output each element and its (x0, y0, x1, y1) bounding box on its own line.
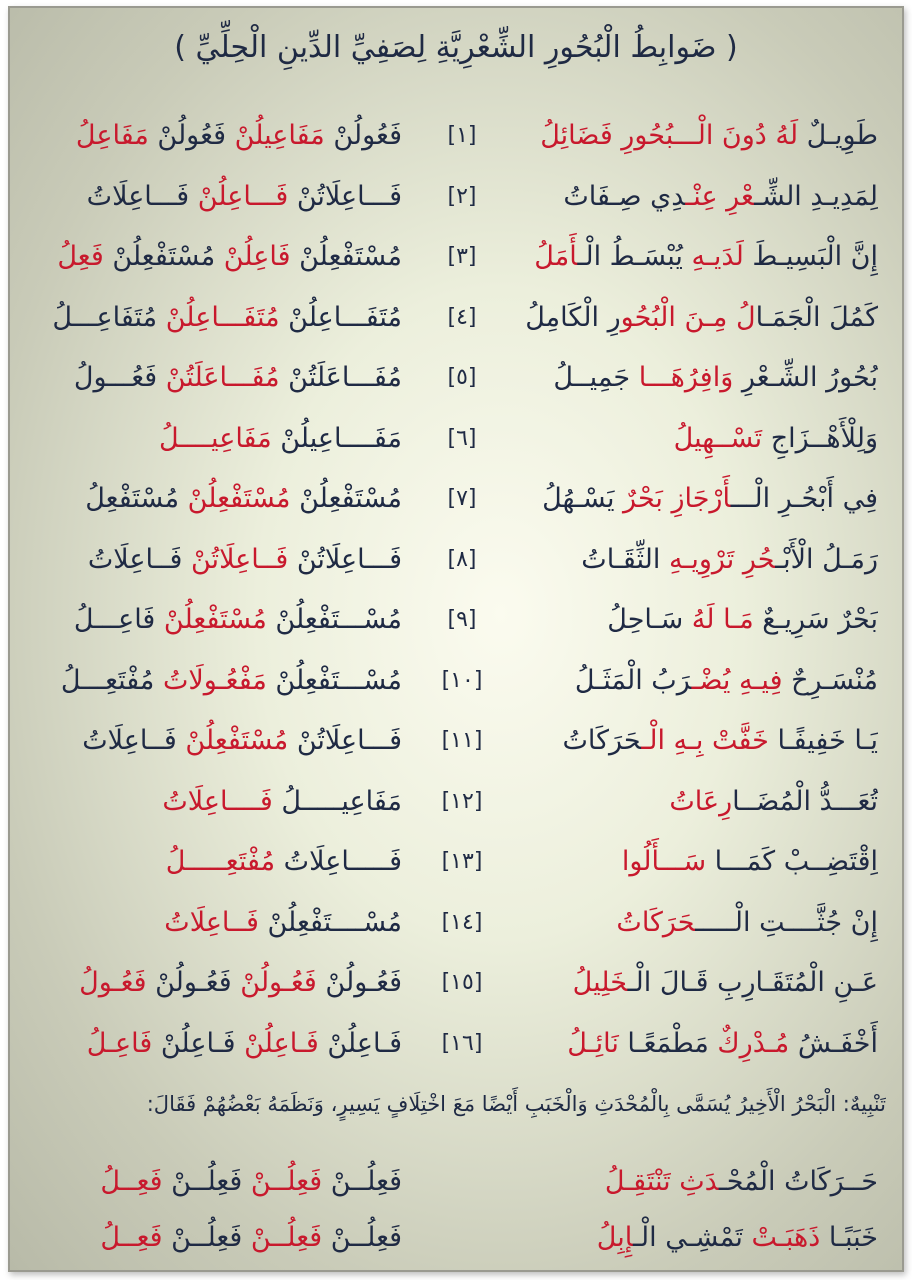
verse-segment: بُحُورُ الشِّـعْرِ (733, 362, 878, 393)
verse-hemistich (518, 231, 878, 283)
meter-pattern (42, 231, 402, 283)
verse-segment: نَائِـلُ (567, 1027, 619, 1059)
verse-hemistich (518, 776, 878, 828)
meter-segment: مَفَاعِلُ (75, 120, 149, 151)
verse-number: [٣] (447, 244, 477, 269)
verse-segment: لَهُ دُونَ الْـــبُحُورِ فَضَائِلُ (540, 120, 799, 151)
meter-segment: فَـــاعِلَاتُنْ (288, 180, 402, 212)
meter-segment: فَــاعِلَاتُ (87, 543, 183, 575)
verse-segment: إِنَّ الْبَسِيـطَ (743, 241, 878, 272)
meter-segment: فَعِلُــنْ (322, 1166, 402, 1197)
verse-hemistich (518, 957, 878, 1009)
verse-number: [٨] (447, 546, 477, 572)
verse-segment: تَسْــهِيلُ (673, 422, 763, 454)
meter-segment: فَـــاعِلَاتُنْ (288, 725, 402, 756)
verse-segment: جَمِيــلُ (553, 362, 631, 393)
verse-row (10, 1156, 902, 1208)
meter-segment: فَاعِـلُ (86, 1027, 153, 1059)
verse-hemistich (518, 473, 878, 525)
note-text: تَنْبِيهٌ: الْبَحْرُ الْأَخِيرُ يُسَمَّى بِالْمُحْدَثِ وَالْخَبَبِ أَيْضًا مَعَ اخْتِلَافٍ يَسِيرٍ، وَنَظَمَهُ بَعْضُهُمْ فَقَالَ: (146, 1092, 886, 1116)
meter-segment: فَعِــلُ (100, 1166, 163, 1197)
meter-segment: فَاعِـــلُ (73, 604, 156, 635)
verse-row (10, 110, 902, 162)
verse-segment: حَرَكَاتُ (616, 906, 696, 938)
verse-number: [٩] (447, 607, 477, 632)
verse-number: [٧] (447, 486, 477, 511)
verse-segment: لَدَيـهِ (682, 241, 744, 272)
verse-row (10, 776, 902, 828)
verse-segment: الثِّقَـاتُ (581, 543, 661, 575)
verse-row (10, 534, 902, 586)
meter-segment: مُفَـــاعَلَتُنْ (279, 362, 402, 393)
meter-segment: مُسْتَفْعِلُ (85, 483, 180, 514)
verse-row (10, 1212, 902, 1264)
meter-segment: مُسْتَفْعِلُنْ (179, 483, 291, 514)
verse-hemistich (518, 594, 878, 646)
meter-pattern (42, 473, 402, 525)
meter-pattern (42, 352, 402, 404)
meter-segment: فَعُـولُنْ (146, 967, 232, 998)
meter-segment: فَعِلُــنْ (162, 1222, 243, 1253)
meter-segment: مُسْتَفْعِلُنْ (176, 725, 289, 756)
verse-segment: رِ الْكَامِلُ (525, 301, 621, 333)
meter-segment: فَعِلُــنْ (162, 1166, 243, 1197)
verse-segment: مُـدْرِكٌ (708, 1027, 790, 1059)
meter-segment: فَـــاعِلَاتُ (86, 180, 190, 212)
verse-row (10, 231, 902, 283)
meter-segment: مُسْتَفْعِلُنْ (155, 604, 267, 635)
meter-segment: فَعُـولُنْ (231, 967, 317, 998)
verse-number: [١٢] (441, 788, 483, 814)
meter-pattern (42, 1212, 402, 1264)
page-title: ( ضَوابِطُ الْبُحُورِ الشِّعْرِيَّةِ لِصَفِيِّ الدِّينِ الْحِلِّيِّ ) (174, 30, 738, 65)
verse-number: [٥] (447, 365, 477, 390)
verse-segment: كَمُلَ الْجَمَـا (755, 301, 878, 333)
verse-segment: لِمَدِيـدِ الشِّـ (754, 180, 878, 212)
meter-segment: فَعِلُ (57, 241, 104, 272)
verse-segment: رِعَاتُ (669, 785, 733, 817)
meter-segment: مُفْتَعِـــــلُ (165, 846, 276, 877)
verse-row (10, 897, 902, 949)
verse-row (10, 1018, 902, 1070)
verse-segment: أَخْفَـشُ (789, 1027, 878, 1059)
verse-segment: فِي أَبْحُـرِ الْـــ (730, 483, 878, 514)
verse-segment: بَحْرٌ سَرِيـعٌ (753, 604, 878, 635)
verse-segment: ذَهَبَـتْ (742, 1222, 821, 1253)
meter-segment: فَعُـولُ (79, 967, 147, 998)
verse-number: [١٣] (441, 849, 483, 874)
meter-pattern (42, 534, 402, 586)
meter-segment: مُسْـــتَفْعِلُنْ (266, 604, 402, 635)
verse-segment: دَثِ تَنْتَقِـلُ (604, 1166, 719, 1197)
meter-segment: فَعِــلُ (100, 1222, 163, 1253)
meter-segment: فَـاعِلُنْ (318, 1027, 402, 1059)
meter-segment: فَـــاعِلُنْ (189, 180, 289, 212)
verse-segment: طَوِيـلٌ (798, 120, 878, 151)
verse-segment: تُعَـــدُّ الْمُضَــا (732, 785, 878, 817)
meter-segment: مَفَــــاعِيلُنْ (271, 422, 402, 454)
verse-segment: وَلِلْأَهْــزَاجِ (762, 422, 878, 454)
meter-segment: فَعِلُــنْ (322, 1222, 402, 1253)
meter-segment: فَعِلُــنْ (242, 1222, 323, 1253)
verse-segment: إِبِلُ (596, 1222, 633, 1253)
meter-segment: مُسْتَفْعِلُنْ (290, 483, 402, 514)
verse-hemistich (518, 292, 878, 344)
meter-segment: فَــــاعِلَاتُ (162, 785, 273, 817)
verse-segment: أَمَلُ (534, 241, 578, 272)
verse-row (10, 352, 902, 404)
meter-segment: فَــاعِلَاتُنْ (182, 543, 289, 575)
verse-hemistich (518, 1018, 878, 1070)
verse-hemistich (518, 171, 878, 223)
verse-hemistich (518, 836, 878, 888)
meter-segment: مُتَفَـــاعِلُنْ (157, 301, 280, 333)
verse-segment: مَـا لَهُ (683, 604, 754, 635)
verse-segment: رَبُ الْمَثَـلُ (574, 664, 692, 696)
verse-row (10, 292, 902, 344)
meter-pattern (42, 897, 402, 949)
verse-segment: خَلِيلُ (572, 967, 628, 998)
verse-segment: خَبَبًـا (820, 1222, 878, 1253)
verse-hemistich (518, 110, 878, 162)
meter-pattern (42, 110, 402, 162)
meter-segment: مَفَاعِيـــــلُ (272, 785, 402, 817)
verse-number: [١٠] (441, 667, 483, 693)
meter-pattern (42, 1018, 402, 1070)
verse-segment: لُ مِـنَ الْبُحُو (620, 301, 756, 333)
meter-pattern (42, 413, 402, 465)
meter-pattern (42, 715, 402, 767)
verse-segment: يَسْـهُلُ (542, 483, 615, 514)
meter-segment: فَعُولُنْ (148, 120, 227, 151)
verse-hemistich (518, 715, 878, 767)
verse-number: [١٥] (441, 970, 483, 995)
verse-segment: خَفَّتْ بِـهِ الْـ (641, 725, 769, 756)
verse-number: [٦] (447, 425, 477, 451)
meter-pattern (42, 1156, 402, 1208)
verse-number: [١٦] (441, 1030, 483, 1056)
meter-segment: مُتَفَاعِـــلُ (52, 301, 158, 333)
meter-segment: فَـاعِلُنْ (152, 1027, 236, 1059)
verse-row (10, 473, 902, 525)
meter-segment: فَعُـولُنْ (316, 967, 402, 998)
meter-segment: مُفْتَعِـــلُ (60, 664, 155, 696)
verse-number: [١٤] (441, 909, 483, 935)
poem-page (8, 6, 904, 1272)
verse-row (10, 836, 902, 888)
meter-segment: مُسْتَفْعِلُنْ (103, 241, 216, 272)
verse-number: [٢] (447, 183, 477, 209)
meter-segment: فَعُـــولُ (73, 362, 158, 393)
meter-segment: فَــاعِلَاتُ (82, 725, 177, 756)
verse-segment: أَرْجَازِ بَحْرٌ (614, 483, 731, 514)
meter-segment: فَعِلُــنْ (242, 1166, 323, 1197)
verse-segment: حَرَكَاتُ (562, 725, 642, 756)
meter-segment: مُسْــــتَفْعِلُنْ (258, 906, 402, 938)
verse-segment: رَمَـلُ الْأَبْـ (775, 543, 878, 575)
meter-segment: مَفَاعِيلُنْ (226, 120, 325, 151)
verse-hemistich (518, 413, 878, 465)
verse-hemistich (518, 1156, 878, 1208)
verse-row (10, 171, 902, 223)
verse-segment: كَمَـــا (706, 846, 776, 877)
meter-segment: فَـــاعِلَاتُنْ (288, 543, 402, 575)
verse-segment: قَـالَ الْـ (627, 967, 709, 998)
verse-segment: تَمْشِـي الْـ (633, 1222, 743, 1253)
meter-pattern (42, 655, 402, 707)
verse-segment: حَــرَكَاتُ الْمُحْـ (718, 1166, 878, 1197)
meter-segment: مُسْتَفْعِلُنْ (290, 241, 402, 272)
meter-segment: مَفَاعِيــــلُ (158, 422, 272, 454)
meter-segment: فَاعِلُنْ (215, 241, 291, 272)
verse-segment: يُبْسَـطُ الْـ (577, 241, 683, 272)
verse-hemistich (518, 655, 878, 707)
verse-segment: وَافِرُهَـــا (630, 362, 734, 393)
verse-hemistich (518, 352, 878, 404)
meter-segment: مَفْعُـولَاتُ (154, 664, 267, 696)
verse-number: [٤] (447, 304, 477, 330)
verse-row (10, 594, 902, 646)
verse-row (10, 957, 902, 1009)
verse-row (10, 715, 902, 767)
meter-pattern (42, 776, 402, 828)
meter-segment: فَعُولُنْ (324, 120, 402, 151)
verse-segment: دِي صِـفَاتُ (563, 180, 686, 212)
verse-number: [١] (447, 123, 477, 148)
verse-segment: سَـــأَلُوا (621, 846, 707, 877)
verse-segment: عْرِ عِنْـ (685, 180, 755, 212)
verse-segment: اِقْتَضِــبْ (775, 846, 878, 877)
verse-segment: مُنْسَـرِحٌ (782, 664, 878, 696)
meter-segment: فَـــــاعِلَاتُ (275, 846, 402, 877)
verse-segment: فِيـهِ يُضْـ (691, 664, 783, 696)
verse-hemistich (518, 897, 878, 949)
meter-segment: مُسْـــتَفْعِلُنْ (266, 664, 402, 696)
verse-segment: سَـاحِلُ (607, 604, 684, 635)
verse-segment: حُرِ تَرْوِيـهِ (660, 543, 776, 575)
meter-pattern (42, 292, 402, 344)
verse-row (10, 413, 902, 465)
verse-segment: إِنْ جُثَّــــتِ الْـــــ (695, 906, 878, 938)
meter-pattern (42, 836, 402, 888)
meter-pattern (42, 594, 402, 646)
verse-row (10, 655, 902, 707)
meter-segment: مُفَـــاعَلَتُنْ (157, 362, 280, 393)
meter-segment: فَـاعِلُنْ (235, 1027, 319, 1059)
verse-hemistich (518, 1212, 878, 1264)
verse-hemistich (518, 534, 878, 586)
verse-segment: مَطْمَعًـا (618, 1027, 709, 1059)
meter-pattern (42, 171, 402, 223)
verse-number: [١١] (441, 728, 483, 753)
meter-segment: مُتَفَـــاعِلُنْ (279, 301, 402, 333)
verse-segment: عَـنِ الْمُتَقَـارِبِ (708, 967, 878, 998)
meter-segment: فَــاعِلَاتُ (164, 906, 259, 938)
meter-pattern (42, 957, 402, 1009)
verse-segment: يَـا خَفِيفًـا (768, 725, 878, 756)
